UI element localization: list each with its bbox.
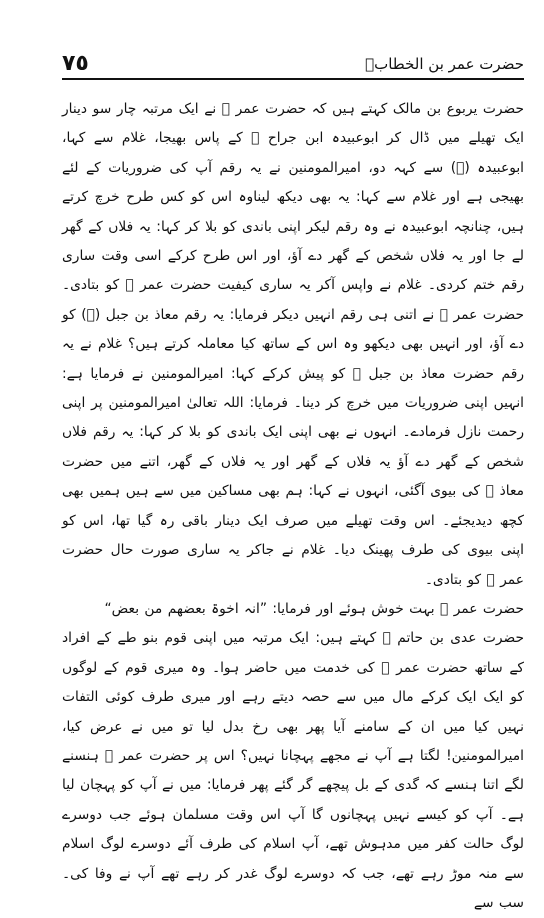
paragraph-adi-story: حضرت عدی بن حاتم ﷜ کہتے ہیں: ایک مرتبہ میں اپنی قوم بنو طے کے افراد کے ساتھ حضرت عمر ﷜ کی خدمت میں حاضر ہوا۔ وہ میری قوم کے لوگوں کو ایک ایک کرکے مال میں سے حصہ دیتے رہے اور میری طرف کوئی التفات نہیں کیا میں ان کے سامنے آیا پھر بھی رخ بدل لیا تو میں نے عرض کیا، امیرالمومنین! لگتا ہے آپ نے مجھے پہچانا نہیں؟ اس پر حضرت عمر ﷜ ہنسنے لگے اتنا ہنسے کہ گدی کے بل پیچھے گر گئے پھر فرمایا: میں نے آپ کو پہچان لیا ہے۔ آپ کو کیسے نہیں پہچانوں گا آپ اس وقت مسلمان ہوئے جب دوسرے لوگ حالت کفر میں مدہوش تھے، آپ اسلام کی طرف آئے دوسرے لوگ اسلام سے منہ موڑ رہے تھے، جب کہ دوسرے لوگ غدر کر رہے تھے آپ نے وفا کی۔ سب سے — [62, 630, 524, 911]
body-text — [62, 95, 524, 918]
page-number: ٧٥ — [62, 51, 89, 76]
page-header — [62, 52, 524, 80]
paragraph-umar-quote: حضرت عمر ﷜ بہت خوش ہوئے اور فرمایا: ”انہ اخوۃ بعضھم من بعض“ — [104, 600, 524, 617]
paragraph-muaz-story: حضرت یربوع بن مالک کہتے ہیں کہ حضرت عمر ﷜ نے ایک مرتبہ چار سو دینار ایک تھیلے میں ڈال کر ابوعبیدہ ابن جراح ﷜ کے پاس بھیجا، غلام سے کہا، ابوعبیدہ (﷜) سے کہہ دو، امیرالمومنین نے یہ رقم آپ کی ضروریات کے لئے بھیجی ہے اور غلام سے کہا: یہ بھی دیکھ لیناوہ اس کو کس طرح خرچ کرتے ہیں، چنانچہ ابوعبیدہ نے وہ رقم لیکر اپنی باندی کو بلا کر کہا: یہ فلاں کے گھر لے جا اور یہ فلاں شخص کے گھر دے آؤ، اور اس طرح کرکے اسی وقت ساری رقم ختم کردی۔ غلام نے واپس آکر یہ ساری کیفیت حضرت عمر ﷜ کو بتادی۔ حضرت عمر ﷜ نے اتنی ہی رقم انہیں دیکر فرمایا: یہ رقم معاذ بن جبل (﷜) کو دے آؤ، اور انہیں بھی دیکھو وہ اس کے ساتھ کیا معاملہ کرتے ہیں؟ غلام نے یہ رقم حضرت معاذ بن جبل ﷜ کو پیش کرکے کہا: امیرالمومنین نے فرمایا ہے: انہیں اپنی ضروریات میں خرچ کر دینا۔ فرمایا: اللہ تعالیٰ امیرالمومنین پر اپنی رحمت نازل فرمادے۔ انہوں نے بھی اپنی ایک باندی کو بلا کر کہا: یہ رقم فلاں شخص کے گھر دے آؤ یہ فلاں کے گھر اور یہ فلاں کے گھر، اتنے میں حضرت معاذ ﷜ کی بیوی آگئی، انہوں نے کہا: ہم بھی مساکین میں سے ہیں ہمیں بھی کچھ دیدیجئے۔ اس وقت تھیلے میں صرف ایک دینار باقی رہ گیا تھا، اس کو اپنی بیوی کی طرف پھینک دیا۔ غلام نے جاکر یہ ساری صورت حال حضرت عمر ﷜ کو بتادی۔ — [62, 101, 524, 588]
running-title: حضرت عمر بن الخطابؓ — [365, 55, 524, 73]
